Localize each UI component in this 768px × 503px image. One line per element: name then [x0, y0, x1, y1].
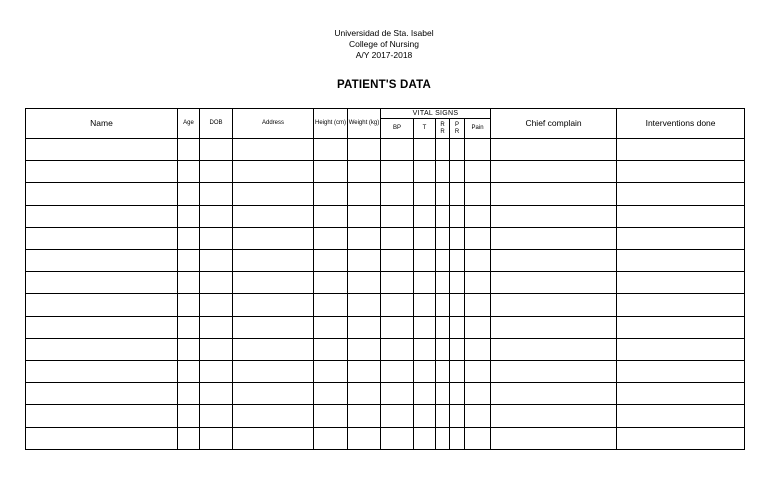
col-header-bp: BP [381, 119, 414, 139]
cell-weight [348, 338, 381, 360]
cell-t [414, 405, 436, 427]
cell-address [233, 161, 314, 183]
cell-name [26, 227, 178, 249]
table-row [26, 361, 745, 383]
cell-chief-complain [491, 338, 617, 360]
cell-t [414, 272, 436, 294]
cell-pr [450, 338, 465, 360]
col-header-height: Height (cm) [314, 109, 348, 139]
cell-name [26, 250, 178, 272]
col-header-t: T [414, 119, 436, 139]
cell-height [314, 227, 348, 249]
cell-name [26, 183, 178, 205]
cell-interventions [617, 250, 745, 272]
document-header [0, 28, 768, 61]
cell-chief-complain [491, 361, 617, 383]
cell-address [233, 427, 314, 449]
cell-interventions [617, 338, 745, 360]
cell-height [314, 361, 348, 383]
cell-age [178, 139, 200, 161]
table-row [26, 183, 745, 205]
cell-chief-complain [491, 227, 617, 249]
cell-rr [436, 183, 450, 205]
cell-pr [450, 139, 465, 161]
col-header-name: Name [26, 109, 178, 139]
cell-height [314, 405, 348, 427]
cell-t [414, 161, 436, 183]
cell-pain [465, 183, 491, 205]
cell-bp [381, 161, 414, 183]
cell-pain [465, 338, 491, 360]
cell-chief-complain [491, 383, 617, 405]
cell-dob [200, 338, 233, 360]
cell-chief-complain [491, 294, 617, 316]
table-row [26, 250, 745, 272]
cell-t [414, 294, 436, 316]
cell-interventions [617, 227, 745, 249]
col-header-weight: Weight (kg) [348, 109, 381, 139]
cell-name [26, 205, 178, 227]
table-row [26, 139, 745, 161]
cell-interventions [617, 183, 745, 205]
cell-bp [381, 250, 414, 272]
cell-bp [381, 316, 414, 338]
cell-height [314, 427, 348, 449]
table-row [26, 405, 745, 427]
cell-address [233, 272, 314, 294]
patient-data-table [25, 108, 745, 450]
cell-rr [436, 139, 450, 161]
cell-age [178, 250, 200, 272]
cell-dob [200, 139, 233, 161]
cell-dob [200, 205, 233, 227]
cell-weight [348, 294, 381, 316]
cell-bp [381, 427, 414, 449]
cell-t [414, 338, 436, 360]
cell-t [414, 250, 436, 272]
cell-pain [465, 427, 491, 449]
cell-t [414, 227, 436, 249]
cell-dob [200, 161, 233, 183]
cell-age [178, 227, 200, 249]
cell-height [314, 250, 348, 272]
cell-chief-complain [491, 250, 617, 272]
col-header-chief-complain: Chief complain [491, 109, 617, 139]
cell-address [233, 316, 314, 338]
cell-weight [348, 250, 381, 272]
cell-chief-complain [491, 272, 617, 294]
cell-age [178, 427, 200, 449]
cell-pr [450, 294, 465, 316]
cell-pr [450, 361, 465, 383]
cell-height [314, 383, 348, 405]
cell-t [414, 205, 436, 227]
cell-bp [381, 183, 414, 205]
cell-chief-complain [491, 427, 617, 449]
cell-pain [465, 405, 491, 427]
cell-rr [436, 250, 450, 272]
cell-pain [465, 161, 491, 183]
table-row [26, 338, 745, 360]
cell-name [26, 427, 178, 449]
cell-name [26, 272, 178, 294]
cell-interventions [617, 205, 745, 227]
cell-rr [436, 205, 450, 227]
cell-t [414, 183, 436, 205]
cell-interventions [617, 405, 745, 427]
cell-dob [200, 250, 233, 272]
cell-weight [348, 227, 381, 249]
cell-height [314, 205, 348, 227]
cell-age [178, 405, 200, 427]
cell-address [233, 205, 314, 227]
cell-bp [381, 227, 414, 249]
page-title: PATIENT'S DATA [336, 79, 432, 91]
university-name: Universidad de Sta. Isabel [334, 28, 434, 38]
cell-pain [465, 361, 491, 383]
cell-pain [465, 316, 491, 338]
cell-height [314, 272, 348, 294]
cell-chief-complain [491, 183, 617, 205]
col-header-rr: R R [436, 119, 450, 139]
cell-t [414, 427, 436, 449]
table-row [26, 205, 745, 227]
cell-name [26, 338, 178, 360]
cell-age [178, 361, 200, 383]
cell-pain [465, 294, 491, 316]
cell-interventions [617, 161, 745, 183]
cell-address [233, 405, 314, 427]
cell-pain [465, 205, 491, 227]
cell-pain [465, 139, 491, 161]
cell-t [414, 316, 436, 338]
academic-year: A/Y 2017-2018 [355, 50, 413, 60]
cell-rr [436, 294, 450, 316]
cell-interventions [617, 294, 745, 316]
cell-pain [465, 272, 491, 294]
cell-name [26, 294, 178, 316]
cell-name [26, 361, 178, 383]
cell-age [178, 338, 200, 360]
cell-dob [200, 361, 233, 383]
col-header-pain: Pain [465, 119, 491, 139]
col-header-age: Age [178, 109, 200, 139]
cell-pain [465, 383, 491, 405]
cell-pr [450, 227, 465, 249]
cell-bp [381, 405, 414, 427]
cell-t [414, 139, 436, 161]
cell-weight [348, 205, 381, 227]
cell-dob [200, 183, 233, 205]
cell-dob [200, 383, 233, 405]
cell-height [314, 183, 348, 205]
cell-pr [450, 250, 465, 272]
cell-weight [348, 427, 381, 449]
cell-bp [381, 272, 414, 294]
cell-height [314, 338, 348, 360]
cell-name [26, 405, 178, 427]
cell-dob [200, 316, 233, 338]
cell-age [178, 383, 200, 405]
col-header-address: Address [233, 109, 314, 139]
cell-bp [381, 338, 414, 360]
cell-dob [200, 405, 233, 427]
cell-address [233, 383, 314, 405]
cell-chief-complain [491, 139, 617, 161]
cell-rr [436, 161, 450, 183]
cell-bp [381, 383, 414, 405]
cell-age [178, 161, 200, 183]
col-header-interventions: Interventions done [617, 109, 745, 139]
cell-address [233, 183, 314, 205]
col-header-dob: DOB [200, 109, 233, 139]
cell-name [26, 383, 178, 405]
cell-weight [348, 361, 381, 383]
cell-rr [436, 383, 450, 405]
cell-age [178, 272, 200, 294]
cell-height [314, 161, 348, 183]
cell-chief-complain [491, 405, 617, 427]
cell-rr [436, 427, 450, 449]
cell-pr [450, 405, 465, 427]
cell-pr [450, 316, 465, 338]
cell-chief-complain [491, 316, 617, 338]
table-row [26, 272, 745, 294]
table-row [26, 294, 745, 316]
cell-weight [348, 139, 381, 161]
cell-age [178, 205, 200, 227]
cell-pr [450, 161, 465, 183]
cell-rr [436, 338, 450, 360]
cell-dob [200, 272, 233, 294]
table-row [26, 227, 745, 249]
cell-interventions [617, 272, 745, 294]
cell-age [178, 183, 200, 205]
cell-weight [348, 183, 381, 205]
cell-interventions [617, 361, 745, 383]
table-row [26, 427, 745, 449]
cell-address [233, 227, 314, 249]
cell-bp [381, 294, 414, 316]
cell-pr [450, 272, 465, 294]
cell-interventions [617, 427, 745, 449]
cell-weight [348, 383, 381, 405]
col-header-vital-signs: VITAL SIGNS [381, 109, 491, 119]
cell-address [233, 294, 314, 316]
cell-weight [348, 161, 381, 183]
cell-address [233, 338, 314, 360]
cell-name [26, 139, 178, 161]
cell-name [26, 161, 178, 183]
cell-name [26, 316, 178, 338]
table-row [26, 161, 745, 183]
cell-chief-complain [491, 161, 617, 183]
cell-rr [436, 361, 450, 383]
cell-address [233, 139, 314, 161]
cell-pain [465, 227, 491, 249]
cell-weight [348, 316, 381, 338]
cell-pr [450, 205, 465, 227]
cell-pr [450, 427, 465, 449]
cell-address [233, 361, 314, 383]
cell-address [233, 250, 314, 272]
cell-rr [436, 316, 450, 338]
cell-chief-complain [491, 205, 617, 227]
table-row [26, 383, 745, 405]
cell-age [178, 316, 200, 338]
table-body [26, 139, 745, 450]
cell-t [414, 383, 436, 405]
cell-interventions [617, 316, 745, 338]
cell-dob [200, 294, 233, 316]
table-row [26, 316, 745, 338]
cell-rr [436, 227, 450, 249]
cell-bp [381, 139, 414, 161]
cell-bp [381, 205, 414, 227]
college-name: College of Nursing [349, 39, 419, 49]
cell-height [314, 316, 348, 338]
cell-pain [465, 250, 491, 272]
cell-weight [348, 405, 381, 427]
cell-bp [381, 361, 414, 383]
cell-dob [200, 227, 233, 249]
cell-rr [436, 272, 450, 294]
cell-weight [348, 272, 381, 294]
cell-interventions [617, 139, 745, 161]
cell-height [314, 139, 348, 161]
cell-interventions [617, 383, 745, 405]
cell-rr [436, 405, 450, 427]
cell-age [178, 294, 200, 316]
cell-height [314, 294, 348, 316]
cell-t [414, 361, 436, 383]
cell-dob [200, 427, 233, 449]
cell-pr [450, 383, 465, 405]
col-header-pr: P R [450, 119, 465, 139]
cell-pr [450, 183, 465, 205]
